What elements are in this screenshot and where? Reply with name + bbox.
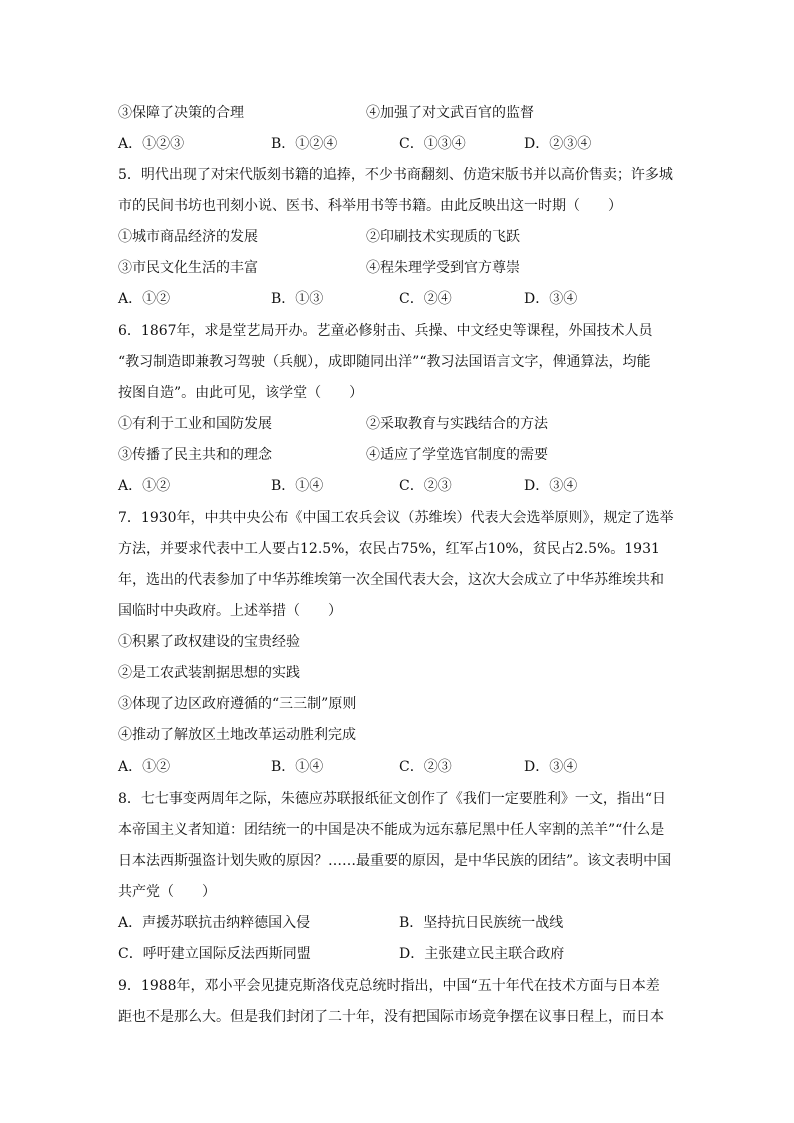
q7-stem-line-2: 方法，并要求代表中工人要占12.5%，农民占75%，红军占10%，贫民占2.5%。1931 <box>118 541 660 557</box>
q8-stem-line-4: 共产党（ ） <box>118 884 216 900</box>
q7-stem-line-4: 国临时中央政府。上述举措（ ） <box>118 603 342 619</box>
q8-option-a: A．声援苏联抗击纳粹德国入侵 <box>118 915 311 931</box>
q6-stem-line-3: 按图自造”。由此可见，该学堂（ ） <box>118 385 364 401</box>
q6-item-2: ②采取教育与实践结合的方法 <box>366 416 548 432</box>
q4-option-c: C．①③④ <box>399 136 466 152</box>
q7-option-c: C．②③ <box>399 759 452 775</box>
q7-stem-line-3: 年，选出的代表参加了中华苏维埃第一次全国代表大会，这次大会成立了中华苏维埃共和 <box>118 572 664 588</box>
q6-option-d: D．③④ <box>524 478 578 494</box>
q8-option-c: C．呼吁建立国际反法西斯同盟 <box>118 946 311 962</box>
q6-item-1: ①有利于工业和国防发展 <box>118 416 272 432</box>
q8-stem-line-3: 日本法西斯强盗计划失败的原因？……最重要的原因，是中华民族的团结”。该文表明中国 <box>118 853 672 869</box>
q5-option-c: C．②④ <box>399 291 452 307</box>
q5-item-2: ②印刷技术实现质的飞跃 <box>366 229 520 245</box>
q6-stem-line-2: “教习制造即兼教习驾驶（兵舰），成即随同出洋”“教习法国语言文字，俾通算法，均能 <box>118 354 651 370</box>
q5-item-3: ③市民文化生活的丰富 <box>118 260 258 276</box>
q6-option-c: C．②③ <box>399 478 452 494</box>
q5-option-d: D．③④ <box>524 291 578 307</box>
q6-stem-line-1: 6．1867年，求是堂艺局开办。艺童必修射击、兵操、中文经史等课程，外国技术人员 <box>118 323 653 339</box>
q5-option-b: B．①③ <box>271 291 324 307</box>
q5-item-4: ④程朱理学受到官方尊崇 <box>366 260 520 276</box>
q5-item-1: ①城市商品经济的发展 <box>118 229 258 245</box>
q6-option-b: B．①④ <box>271 478 324 494</box>
q7-item-2: ②是工农武装割据思想的实践 <box>118 665 300 681</box>
q4-item-3: ③保障了决策的合理 <box>118 105 244 121</box>
q9-stem-line-2: 距也不是那么大。但是我们封闭了二十年，没有把国际市场竞争摆在议事日程上，而日本 <box>118 1009 664 1025</box>
q8-option-b: B．坚持抗日民族统一战线 <box>399 915 564 931</box>
q7-option-d: D．③④ <box>524 759 578 775</box>
q8-stem-line-2: 本帝国主义者知道：团结统一的中国是决不能成为远东慕尼黑中任人宰割的羔羊”“什么是 <box>118 822 665 838</box>
q6-option-a: A．①② <box>118 478 171 494</box>
q4-item-4: ④加强了对文武百官的监督 <box>366 105 534 121</box>
q8-option-d: D．主张建立民主联合政府 <box>399 946 565 962</box>
q7-option-b: B．①④ <box>271 759 324 775</box>
q5-option-a: A．①② <box>118 291 171 307</box>
q6-item-3: ③传播了民主共和的理念 <box>118 447 272 463</box>
q5-stem-line-2: 市的民间书坊也刊刻小说、医书、科举用书等书籍。由此反映出这一时期（ ） <box>118 198 622 214</box>
q7-option-a: A．①② <box>118 759 171 775</box>
q7-item-1: ①积累了政权建设的宝贵经验 <box>118 634 300 650</box>
q5-stem-line-1: 5．明代出现了对宋代版刻书籍的追捧，不少书商翻刻、仿造宋版书并以高价售卖；许多城 <box>118 167 673 183</box>
q6-item-4: ④适应了学堂选官制度的需要 <box>366 447 548 463</box>
q4-option-b: B．①②④ <box>271 136 338 152</box>
q7-item-3: ③体现了边区政府遵循的“三三制”原则 <box>118 696 357 712</box>
q7-stem-line-1: 7．1930年，中共中央公布《中国工农兵会议（苏维埃）代表大会选举原则》，规定了选举 <box>118 510 674 526</box>
q9-stem-line-1: 9．1988年，邓小平会见捷克斯洛伐克总统时指出，中国“五十年代在技术方面与日本差 <box>118 978 660 994</box>
q4-option-a: A．①②③ <box>118 136 185 152</box>
q8-stem-line-1: 8．七七事变两周年之际，朱德应苏联报纸征文创作了《我们一定要胜利》一文，指出“日 <box>118 791 667 807</box>
q4-option-d: D．②③④ <box>524 136 592 152</box>
q7-item-4: ④推动了解放区土地改革运动胜利完成 <box>118 727 356 743</box>
